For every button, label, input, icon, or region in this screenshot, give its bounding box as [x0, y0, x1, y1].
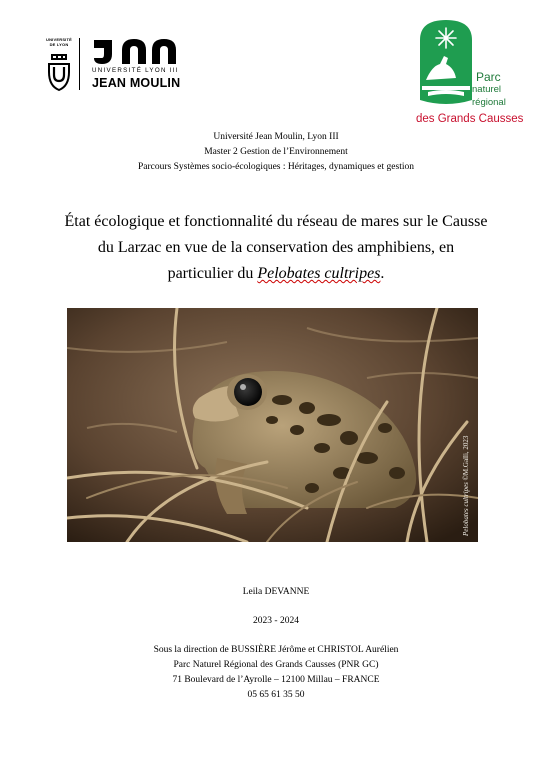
ujm-mini-line2: DE LYON — [49, 41, 69, 47]
master-name: Master 2 Gestion de l’Environnement — [204, 147, 348, 157]
frog-photo — [67, 308, 478, 542]
author-name: Leila DEVANNE — [242, 587, 310, 597]
pnr-line-grands-causses: des Grands Causses — [416, 113, 524, 125]
photo-credit — [462, 436, 470, 536]
universite-de-lyon-logo — [46, 36, 72, 92]
title-line-3-suffix: . — [380, 265, 385, 282]
title-line-1: État écologique et fonctionnalité du réseau de mares sur le Causse — [64, 213, 488, 230]
logo-divider — [79, 38, 80, 90]
address: 71 Boulevard de l’Ayrolle – 12100 Millau – FRANCE — [172, 675, 380, 685]
species-name: Pelobates cultripes — [257, 265, 381, 282]
phone: 05 65 61 35 50 — [247, 690, 305, 700]
pnr-line-parc: Parc — [476, 70, 501, 84]
pnr-logo — [416, 18, 524, 132]
ujm-name: JEAN MOULIN — [92, 76, 181, 90]
ujm-monogram-icon — [92, 36, 186, 66]
ujm-logo — [46, 36, 186, 94]
direction-block — [0, 643, 552, 703]
university-name: Université Jean Moulin, Lyon III — [213, 132, 339, 142]
ujm-subtitle: UNIVERSITÉ LYON III — [92, 67, 179, 74]
thesis-title — [40, 209, 512, 287]
pnr-emblem-icon — [416, 18, 476, 112]
organization: Parc Naturel Régional des Grands Causses (PNR GC) — [173, 660, 379, 670]
lion-emblem-icon — [46, 36, 72, 92]
title-line-3-prefix: particulier du — [167, 265, 258, 282]
academic-years: 2023 - 2024 — [253, 616, 299, 626]
pnr-line-naturel: naturel — [472, 84, 502, 95]
title-line-2: du Larzac en vue de la conservation des amphibiens, en — [97, 239, 455, 256]
header-info — [0, 130, 552, 175]
ujm-mini-line1: UNIVERSITÉ — [46, 37, 73, 42]
supervisors: Sous la direction de BUSSIÈRE Jérôme et CHRISTOL Aurélien — [153, 645, 399, 655]
photo-credit-author: ©M.Galli, 2023 — [462, 435, 470, 483]
pnr-line-regional: régional — [472, 97, 506, 108]
track-name: Parcours Systèmes socio-écologiques : Héritages, dynamiques et gestion — [138, 162, 414, 172]
title-line-3 — [40, 261, 512, 287]
photo-credit-species: Pelobates cultripes — [462, 482, 470, 536]
frog-illustration — [67, 308, 478, 542]
